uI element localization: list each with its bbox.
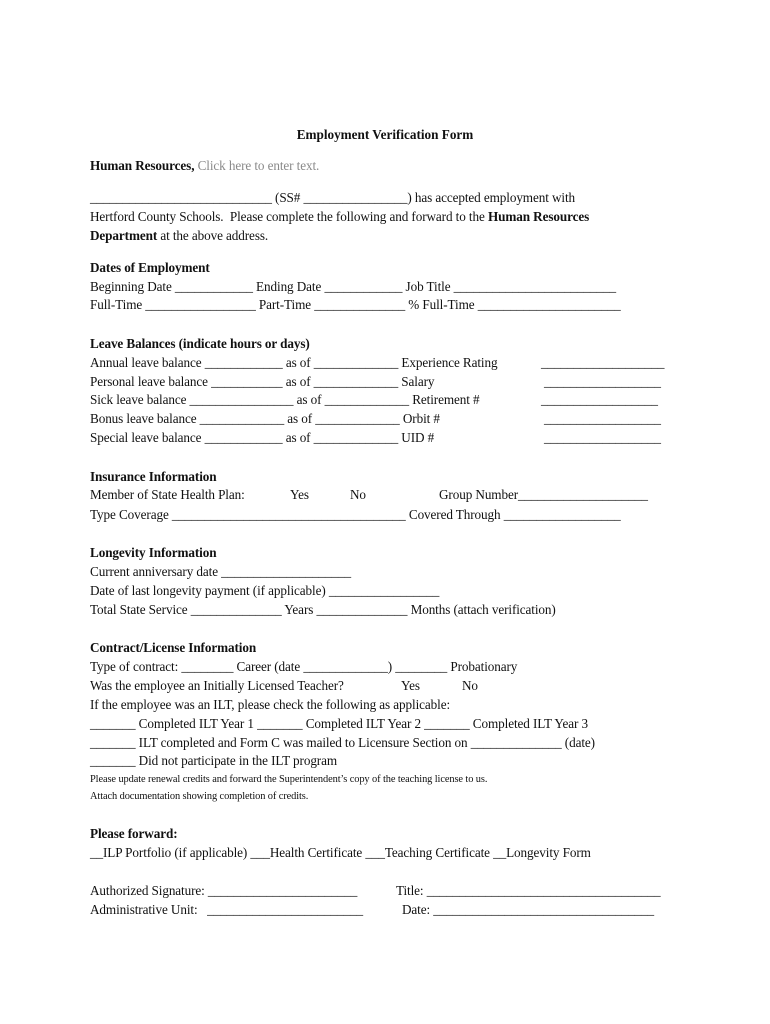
- leave-row-bonus: Bonus leave balance _____________ as of _____________ Orbit #: [90, 411, 440, 426]
- ilt-no: No: [462, 678, 478, 693]
- title-line: Title: ____________________________________: [396, 883, 661, 898]
- experience-rating-blank: ___________________: [541, 355, 665, 370]
- health-plan-no: No: [350, 487, 366, 502]
- hr-bold-text: Human Resources: [487, 209, 590, 224]
- longevity-row-3: Total State Service ______________ Years ______________ Months (attach verification): [90, 602, 556, 617]
- documentation-note: Attach documentation showing completion of credits.: [90, 791, 309, 802]
- coverage-row: Type Coverage ____________________________________ Covered Through __________________: [90, 507, 621, 522]
- ilt-years-row: _______ Completed ILT Year 1 _______ Completed ILT Year 2 _______ Completed ILT Year 3: [90, 716, 589, 731]
- ilt-question: Was the employee an Initially Licensed Teacher?: [90, 678, 344, 693]
- intro-line-3: [90, 228, 268, 244]
- ilt-instructions: If the employee was an ILT, please check the following as applicable:: [90, 697, 451, 712]
- authorized-signature-line: Authorized Signature: _______________________: [90, 883, 358, 898]
- longevity-row-1: Current anniversary date ____________________: [90, 564, 352, 579]
- intro-line-2: [90, 209, 589, 225]
- orbit-blank: __________________: [544, 411, 661, 426]
- contract-heading: Contract/License Information: [90, 640, 257, 655]
- insurance-heading: Insurance Information: [90, 469, 217, 484]
- renewal-note: Please update renewal credits and forward the Superintendent’s copy of the teaching license to us.: [90, 774, 488, 785]
- group-number-field: Group Number____________________: [439, 487, 648, 502]
- hr-label: Human Resources,: [90, 158, 195, 173]
- dates-row-2: Full-Time _________________ Part-Time ______________ % Full-Time ______________________: [90, 297, 621, 312]
- department-bold-text: Department: [90, 228, 158, 243]
- intro-line-2-text: Hertford County Schools. Please complete the following and forward to the: [90, 209, 488, 224]
- ilt-not-participate-row: _______ Did not participate in the ILT program: [90, 753, 338, 768]
- hr-text-placeholder[interactable]: Click here to enter text.: [197, 158, 320, 173]
- ilt-form-c-row: _______ ILT completed and Form C was mailed to Licensure Section on ______________ (date): [90, 735, 595, 750]
- leave-heading: Leave Balances (indicate hours or days): [90, 336, 310, 351]
- leave-row-personal: Personal leave balance ___________ as of _____________ Salary: [90, 374, 435, 389]
- dates-heading: Dates of Employment: [90, 260, 210, 275]
- date-line: Date: __________________________________: [402, 902, 655, 917]
- health-plan-yes: Yes: [290, 487, 309, 502]
- forward-items: __ILP Portfolio (if applicable) ___Health Certificate ___Teaching Certificate __Longevity Form: [90, 845, 591, 860]
- dates-row-1: Beginning Date ____________ Ending Date ____________ Job Title _________________________: [90, 279, 617, 294]
- administrative-unit-line: Administrative Unit: ________________________: [90, 902, 363, 917]
- ilt-yes: Yes: [401, 678, 420, 693]
- retirement-blank: __________________: [541, 392, 658, 407]
- state-health-plan-label: Member of State Health Plan:: [90, 487, 245, 502]
- longevity-heading: Longevity Information: [90, 545, 217, 560]
- salary-blank: __________________: [544, 374, 661, 389]
- leave-row-sick: Sick leave balance ________________ as of _____________ Retirement #: [90, 392, 480, 407]
- longevity-row-2: Date of last longevity payment (if applicable) _________________: [90, 583, 440, 598]
- hr-header-line: [90, 158, 319, 174]
- intro-line-3-text: at the above address.: [157, 228, 269, 243]
- leave-row-annual: Annual leave balance ____________ as of _____________ Experience Rating: [90, 355, 498, 370]
- intro-line-1: ____________________________ (SS# ________________) has accepted employment with: [90, 190, 576, 205]
- leave-row-special: Special leave balance ____________ as of _____________ UID #: [90, 430, 435, 445]
- uid-blank: __________________: [544, 430, 661, 445]
- forward-heading: Please forward:: [90, 826, 178, 841]
- contract-type-row: Type of contract: ________ Career (date _____________) ________ Probationary: [90, 659, 518, 674]
- page-title: Employment Verification Form: [296, 127, 474, 142]
